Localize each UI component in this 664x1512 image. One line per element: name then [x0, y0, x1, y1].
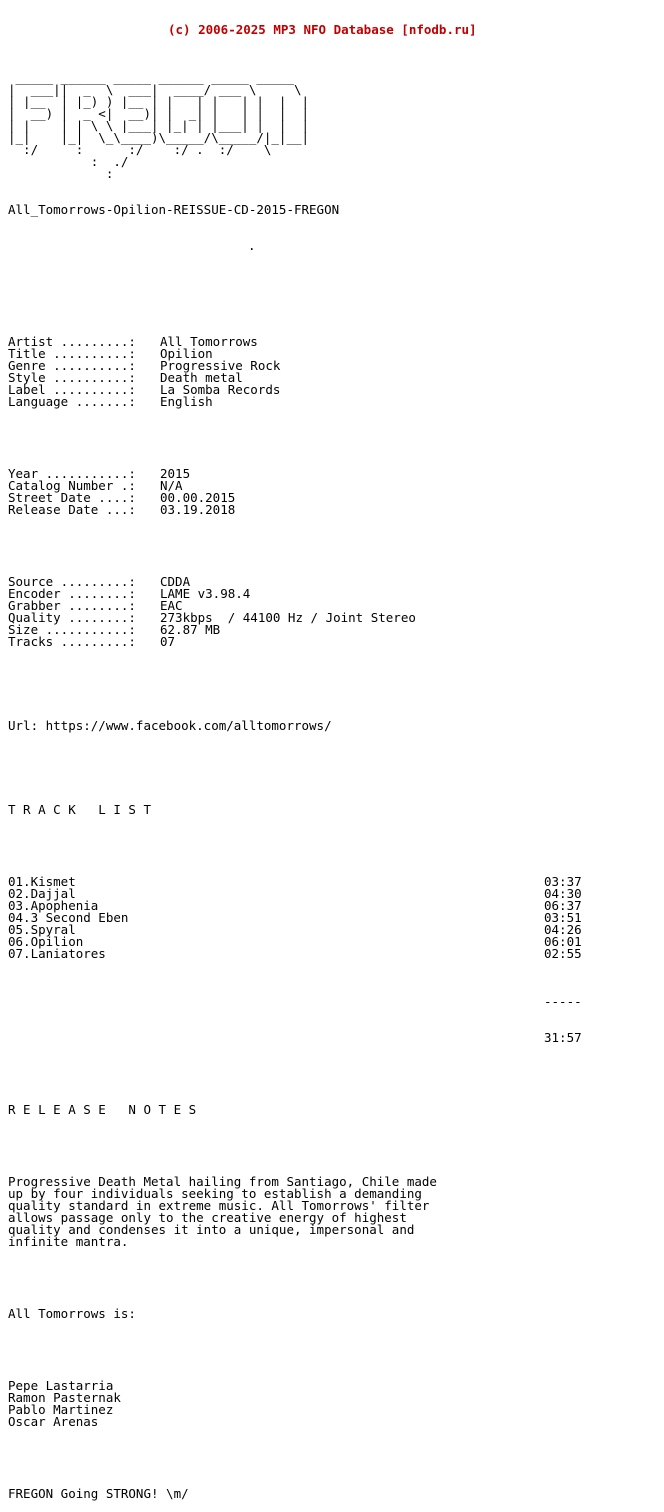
notes-paragraph	[8, 1176, 658, 1248]
info-key: Tracks .........:	[8, 634, 136, 649]
notes-line: quality and condenses it into a unique, impersonal and	[8, 1222, 415, 1237]
info-group-dates	[8, 468, 658, 516]
info-value: 03.19.2018	[160, 502, 236, 517]
track-name: 03.Apophenia	[8, 898, 99, 913]
info-group-artist	[8, 336, 658, 408]
nfo-document	[8, 0, 658, 1512]
info-key: Style ..........:	[8, 370, 136, 385]
track-name: 01.Kismet	[8, 874, 76, 889]
track-row	[8, 924, 658, 936]
track-name: 06.Opilion	[8, 934, 84, 949]
notes-heading: R E L E A S E N O T E S	[8, 1102, 197, 1117]
info-key: Catalog Number .:	[8, 478, 136, 493]
member-name: Ramon Pasternak	[8, 1390, 121, 1405]
track-time: 06:01	[544, 934, 582, 949]
info-value: 62.87 MB	[160, 622, 221, 637]
members-intro: All Tomorrows is:	[8, 1306, 136, 1321]
track-name: 07.Laniatores	[8, 946, 106, 961]
info-group-encoding	[8, 576, 658, 648]
info-value: LAME v3.98.4	[160, 586, 251, 601]
track-time: 03:51	[544, 910, 582, 925]
info-key: Year ...........:	[8, 466, 136, 481]
info-row	[8, 396, 658, 408]
info-value: La Somba Records	[160, 382, 281, 397]
info-key: Street Date ....:	[8, 490, 136, 505]
notes-line: infinite mantra.	[8, 1234, 129, 1249]
tracklist-total-row	[8, 1020, 658, 1045]
track-time: 02:55	[544, 946, 582, 961]
track-list	[8, 876, 658, 960]
info-key: Artist .........:	[8, 334, 136, 349]
ascii-logo: _____ ______ _____ ______ _____ _____ | ___|| _ \ ___| ____/ ___ \ \ | |__ | |_) ) |__ | | | | | | | | | __) | _ <| __)| | _| | | | | | | | | | \ \ |___| |_| | |___| | | | |_| |_| \_\____)\_____/\_____/|_|__| :/ : :/ :/ . :/ \ : ./ :	[8, 70, 310, 181]
notes-line: allows passage only to the creative energy of highest	[8, 1210, 407, 1225]
tracklist-separator: -----	[544, 994, 582, 1009]
info-key: Release Date ...:	[8, 502, 136, 517]
info-value: Progressive Rock	[160, 358, 281, 373]
info-key: Language .......:	[8, 394, 136, 409]
info-key: Title ..........:	[8, 346, 136, 361]
info-value: 00.00.2015	[160, 490, 236, 505]
notes-line: up by four individuals seeking to establish a demanding	[8, 1186, 422, 1201]
track-row	[8, 936, 658, 948]
info-key: Size ...........:	[8, 622, 136, 637]
info-value: 2015	[160, 466, 191, 481]
info-value: CDDA	[160, 574, 191, 589]
info-key: Grabber ........:	[8, 598, 136, 613]
track-time: 03:37	[544, 874, 582, 889]
track-time: 06:37	[544, 898, 582, 913]
info-key: Label ..........:	[8, 382, 136, 397]
track-time: 04:26	[544, 922, 582, 937]
track-row	[8, 888, 658, 900]
track-name: 04.3 Second Eben	[8, 910, 129, 925]
release-name: All_Tomorrows-Opilion-REISSUE-CD-2015-FREGON	[8, 202, 340, 217]
info-value: 07	[160, 634, 176, 649]
notes-line: quality standard in extreme music. All Tomorrows' filter	[8, 1198, 430, 1213]
info-value: EAC	[160, 598, 183, 613]
info-key: Quality ........:	[8, 610, 136, 625]
track-row	[8, 900, 658, 912]
track-row	[8, 912, 658, 924]
info-key: Source .........:	[8, 574, 136, 589]
info-row	[8, 504, 658, 516]
credit-line: (c) 2006-2025 MP3 NFO Database [nfodb.ru]	[168, 22, 477, 37]
info-key: Encoder ........:	[8, 586, 136, 601]
track-time: 04:30	[544, 886, 582, 901]
track-row	[8, 948, 658, 960]
member-name: Pablo Martinez	[8, 1402, 114, 1417]
info-key: Genre ..........:	[8, 358, 136, 373]
member-name: Oscar Arenas	[8, 1414, 99, 1429]
tracklist-separator-row	[8, 984, 658, 1009]
info-value: Opilion	[160, 346, 213, 361]
track-name: 02.Dajjal	[8, 886, 76, 901]
signoff: FREGON Going STRONG! \m/	[8, 1486, 189, 1501]
track-name: 05.Spyral	[8, 922, 76, 937]
info-value: All Tomorrows	[160, 334, 258, 349]
notes-line: Progressive Death Metal hailing from Santiago, Chile made	[8, 1174, 437, 1189]
info-value: Death metal	[160, 370, 243, 385]
member-name: Pepe Lastarria	[8, 1378, 114, 1393]
release-name-dot: .	[248, 238, 256, 253]
members-list	[8, 1380, 658, 1428]
tracklist-heading: T R A C K L I S T	[8, 802, 151, 817]
url-line[interactable]: Url: https://www.facebook.com/alltomorrows/	[8, 718, 332, 733]
info-value: N/A	[160, 478, 183, 493]
tracklist-total: 31:57	[544, 1030, 582, 1045]
track-row	[8, 876, 658, 888]
info-value: English	[160, 394, 213, 409]
info-row	[8, 636, 658, 648]
info-value: 273kbps / 44100 Hz / Joint Stereo	[160, 610, 416, 625]
